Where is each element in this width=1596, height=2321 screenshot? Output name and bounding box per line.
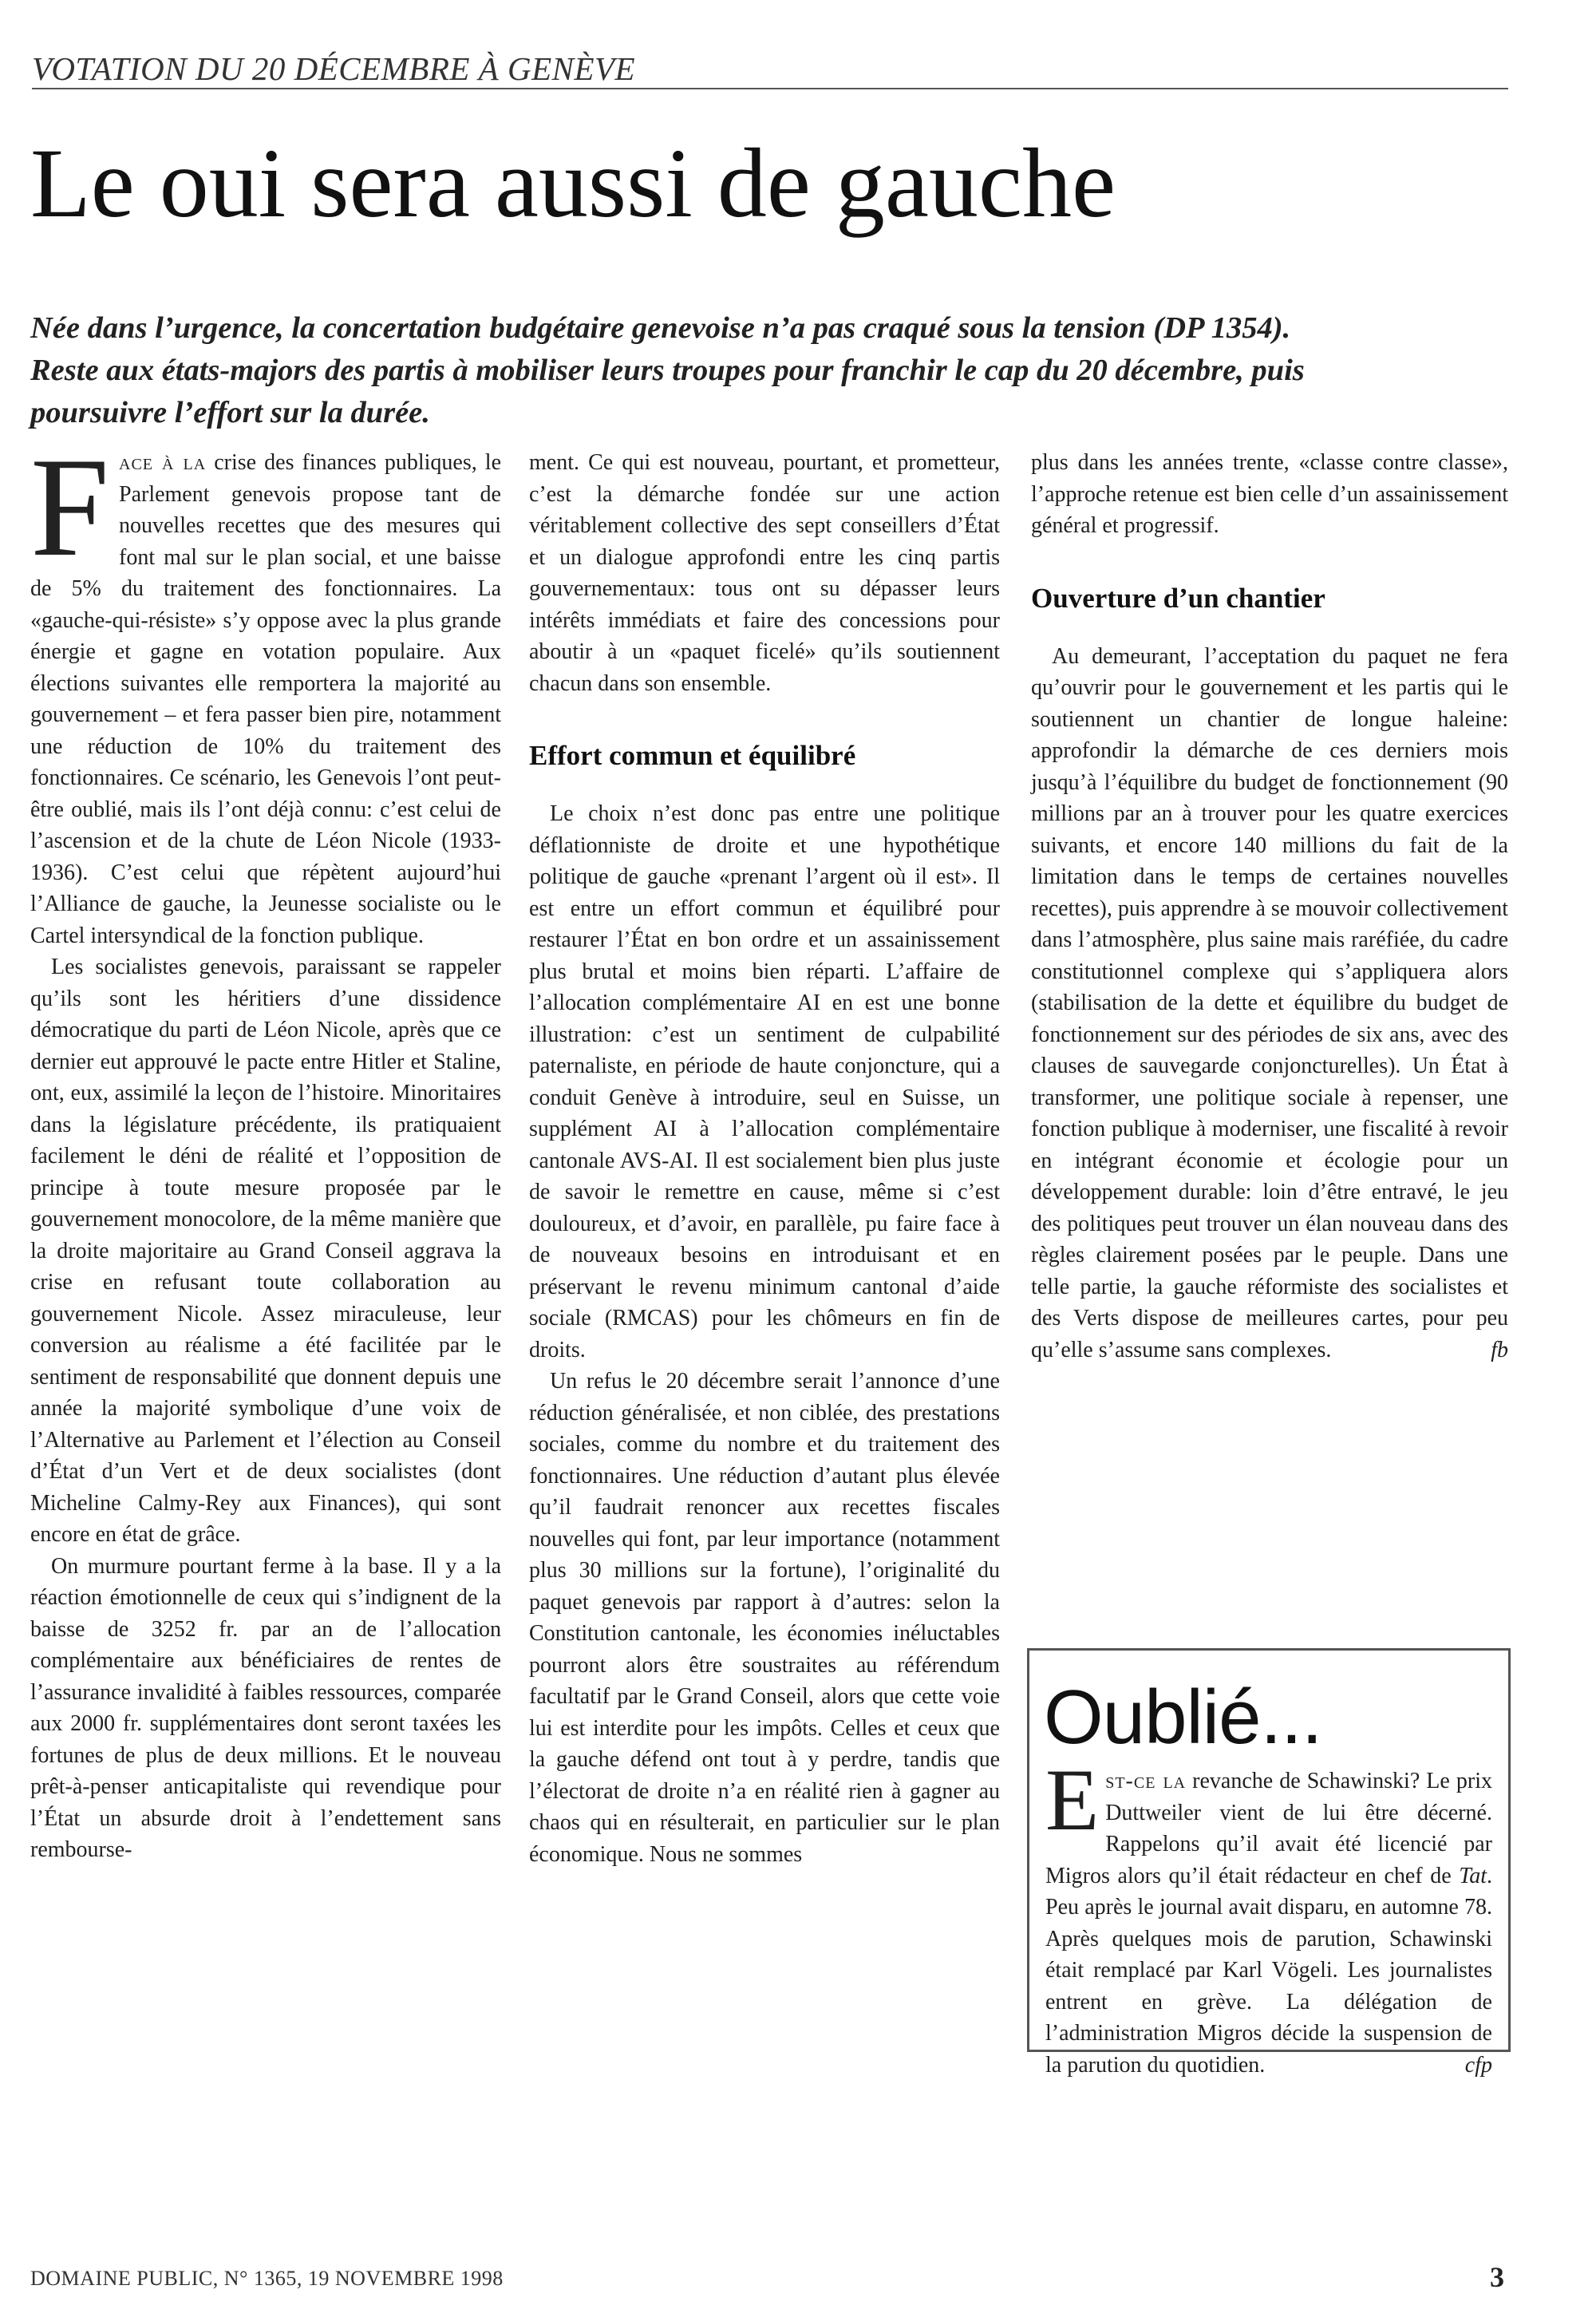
article-column-2 bbox=[529, 447, 1000, 1870]
paragraph-5: Le choix n’est donc pas entre une politique déflationniste de droite et une hypothétique politique de gauche «prenant l’argent où il est». Il est entre un effort commun et équilibré pour restaurer l’État en bon ordre et un assainissement plus brutal et moins bien réparti. L’affaire de l’allocation complémentaire AI en est une bonne illustration: c’est un sentiment de culpabilité paternaliste, en période de haute conjoncture, qui a conduit Genève à introduire, seul en Suisse, un supplément AI à l’allocation complémentaire cantonale AVS-AI. Il est socialement bien plus juste de savoir le remettre en cause, même si c’est douloureux, et d’avoir, en parallèle, pu faire face à de nouveaux besoins en introduisant et en préservant le revenu minimum cantonal d’aide sociale (RMCAS) pour les chômeurs en fin de droits. bbox=[529, 801, 1000, 1362]
article-lede: Née dans l’urgence, la concertation budgétaire genevoise n’a pas craqué sous la tension (DP 1354). Reste aux états-majors des partis à mobiliser leurs troupes pour franchir le cap du 20 décembre, puis poursuivre l’effort sur la durée. bbox=[30, 311, 1305, 429]
paragraph-1-text: crise des finances publiques, le Parlement genevois propose tant de nouvelles recettes que des mesures qui font mal sur le plan social, et une baisse de 5% du traitement des fonctionnaires. La «gauche-qui-résiste» s’y oppose avec la plus grande énergie et gagne en votation populaire. Aux élections suivantes elle remportera la majorité au gouvernement – et fera passer bien pire, notamment une réduction de 10% du traitement des fonctionnaires. Ce scénario, les Genevois l’ont peut-être oublié, mais ils l’ont déjà connu: c’est celui de l’ascension et de la chute de Léon Nicole (1933-1936). C’est celui que répètent aujourd’hui l’Alliance de gauche, la Jeunesse socialiste ou le Cartel intersyndical de la fonction publique. bbox=[30, 450, 501, 948]
footer-publication: DOMAINE PUBLIC, N° 1365, 19 NOVEMBRE 1998 bbox=[30, 2267, 504, 2290]
paragraph-3: On murmure pourtant ferme à la base. Il y a la réaction émotionnelle de ceux qui s’indignent de la baisse de 3252 fr. par an de l’allocation complémentaire aux bénéficiaires de rentes de l’assurance invalidité à faibles ressources, comparée aux 2000 fr. supplémentaires dont seront taxées les fortunes de plus de deux millions. Et le nouveau prêt-à-penser anticapitaliste qui revendique pour l’État un absurde droit à l’endettement sans rembourse- bbox=[30, 1553, 501, 1862]
sidebar-signature: cfp bbox=[1464, 2052, 1492, 2078]
sidebar-italic-tat: Tat bbox=[1459, 1863, 1487, 1888]
article-column-1 bbox=[30, 428, 501, 1866]
paragraph-1 bbox=[30, 428, 501, 951]
paragraph-7: plus dans les années trente, «classe contre classe», l’approche retenue est bien celle d’un assainissement général et progressif. bbox=[1031, 450, 1508, 538]
paragraph-8 bbox=[1031, 641, 1508, 1366]
sidebar-drop-cap: E bbox=[1045, 1751, 1100, 1848]
kicker-rule bbox=[32, 88, 1508, 89]
sidebar-text-1: revanche de Schawinski? Le prix Duttweiler vient de lui être décerné. Rappelons qu’il avait été licencié par Migros alors qu’il était rédacteur en chef de bbox=[1045, 1769, 1492, 1888]
page-number: 3 bbox=[1490, 2261, 1504, 2293]
sidebar-text-2: . Peu après le journal avait disparu, en automne 78. Après quelques mois de parution, Schawinski était remplacé par Karl Vögeli. Les journalistes entrent en grève. La délégation de l’administration Migros décide la suspension de la parution du quotidien. bbox=[1045, 1863, 1492, 2078]
paragraph-2: Les socialistes genevois, paraissant se rappeler qu’ils sont les héritiers d’une dissidence démocratique du parti de Léon Nicole, après que ce dernier eut approuvé le pacte entre Hitler et Staline, ont, eux, assimilé la leçon de l’histoire. Minoritaires dans la législature précédente, ils pratiquaient facilement le déni de réalité et l’opposition de principe à toute mesure proposée par le gouvernement monocolore, de la même manière que la droite majoritaire au Grand Conseil aggrava la crise en refusant toute collaboration au gouvernement Nicole. Assez miraculeuse, leur conversion au réalisme a été facilitée par le sentiment de responsabilité que donnent depuis une année la majorité symbolique d’une voix de l’Alternative au Parlement et l’élection au Conseil d’État d’un Vert et de deux socialistes (dont Micheline Calmy-Rey aux Finances), qui sont encore en état de grâce. bbox=[30, 955, 501, 1547]
section-kicker: VOTATION DU 20 DÉCEMBRE À GENÈVE bbox=[32, 50, 636, 87]
subheading-ouverture-chantier: Ouverture d’un chantier bbox=[1031, 582, 1325, 614]
sidebar-title: Oublié... bbox=[1044, 1675, 1322, 1760]
opening-small-caps: ace à la bbox=[119, 450, 207, 475]
paragraph-8-text: Au demeurant, l’acceptation du paquet ne fera qu’ouvrir pour le gouvernement et les partis qui le soutiennent un chantier de longue haleine: approfondir la démarche de ces derniers mois jusqu’à l’équilibre du budget de fonctionnement (90 millions par an à trouver pour les quatre exercices suivants, et encore 140 millions du fait de la limitation dans le temps de certaines nouvelles recettes), puis apprendre à se mouvoir collectivement dans l’atmosphère, plus saine mais raréfiée, du cadre constitutionnel complexe qui s’appliquera alors (stabilisation de la dette et équilibre du budget de fonctionnement sur des périodes de six ans, avec des clauses de sauvegarde conjoncturelles). Un État à transformer, une politique sociale à repenser, une fonction publique à moderniser, une fiscalité à revoir en intégrant économie et écologie pour un développement durable: loin d’être entravé, le jeu des politiques peut trouver un élan nouveau dans des règles clairement posées par le peuple. Dans une telle partie, la gauche réformiste des socialistes et des Verts dispose de meilleures cartes, pour peu qu’elle s’assume sans complexes. bbox=[1031, 643, 1508, 1362]
sidebar-body bbox=[1045, 1751, 1492, 2081]
article-title: Le oui sera aussi de gauche bbox=[30, 129, 1116, 238]
sidebar-box bbox=[1027, 1648, 1511, 2078]
sidebar-small-caps: st-ce la bbox=[1105, 1769, 1187, 1793]
paragraph-6: Un refus le 20 décembre serait l’annonce d’une réduction généralisée, et non ciblée, des prestations sociales, comme du nombre et du traitement des fonctionnaires. Une réduction d’autant plus élevée qu’il faudrait renoncer aux recettes fiscales nouvelles qui font, par leur importance (notamment plus 30 millions sur la fortune), l’originalité du paquet genevois par rapport à d’autres: selon la Constitution cantonale, les économies inéluctables pourront alors être soustraites au référendum facultatif par le Grand Conseil, alors que cette voie lui est interdite pour les impôts. Celles et ceux que la gauche défend ont tout à y perdre, tandis que l’électorat de droite n’a en réalité rien à gagner au chaos qui en résulterait, en particulier sur le plan économique. Nous ne sommes bbox=[529, 1369, 1000, 1867]
subheading-effort-commun: Effort commun et équilibré bbox=[529, 740, 856, 771]
article-column-3 bbox=[1031, 447, 1508, 1366]
author-signature: fb bbox=[1491, 1337, 1508, 1362]
paragraph-4: ment. Ce qui est nouveau, pourtant, et prometteur, c’est la démarche fondée sur une action véritablement collective des sept conseillers d’État et un dialogue approfondi entre les cinq partis gouvernementaux: tous ont su dépasser leurs intérêts immédiats et faire des concessions pour aboutir à un «paquet ficelé» qu’ils soutiennent chacun dans son ensemble. bbox=[529, 450, 1000, 696]
drop-cap: F bbox=[30, 428, 109, 586]
